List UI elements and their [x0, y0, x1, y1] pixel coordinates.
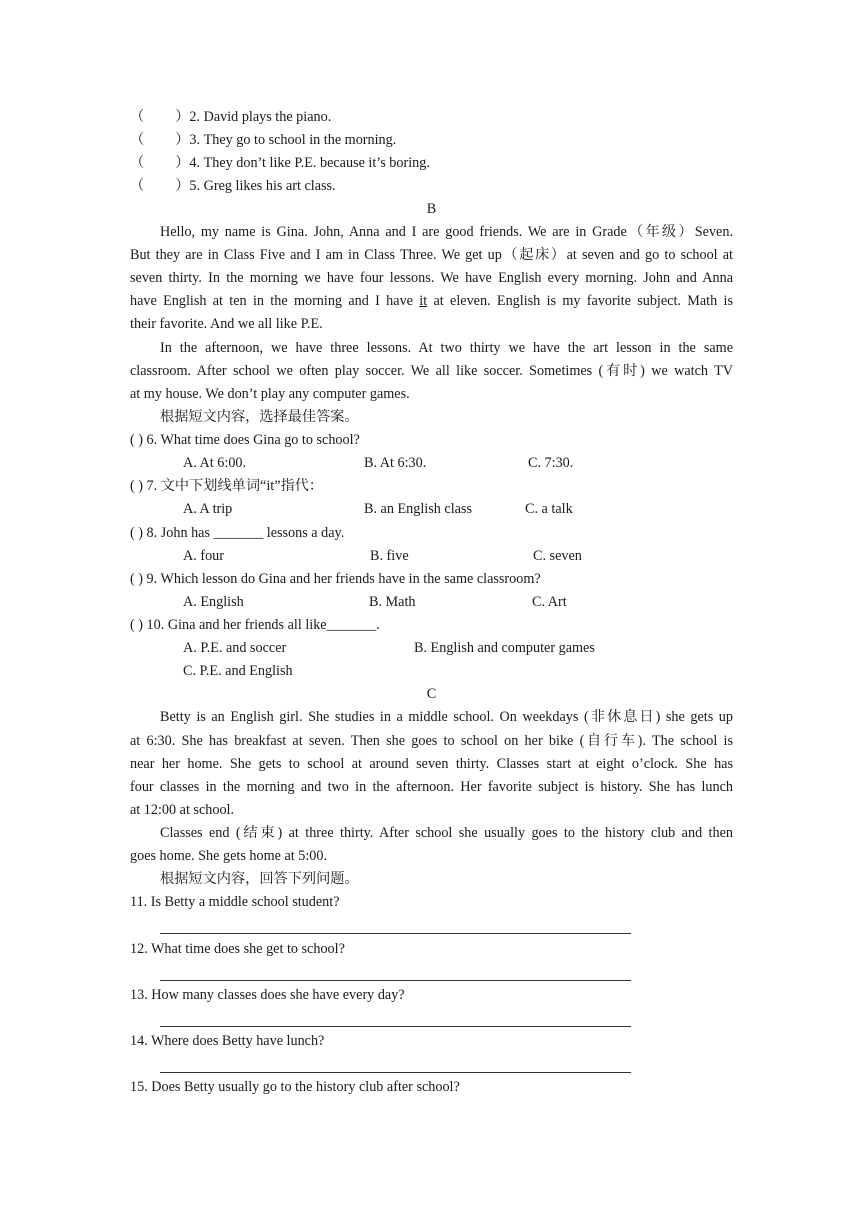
answer-paren[interactable]: ( ) — [130, 478, 143, 494]
option-c[interactable]: C. 7:30. — [528, 455, 574, 471]
passage-b-line: In the afternoon, we have three lessons. At two thirty we have the art lesson in the same — [160, 340, 733, 356]
option-a[interactable]: A. four — [183, 548, 224, 564]
mc-question-10: ( ) 10. Gina and her friends all like_______. — [130, 617, 380, 633]
section-c-instruction: 根据短文内容，回答下列问题。 — [160, 871, 359, 887]
underlined-word-it: it — [419, 293, 428, 309]
option-c[interactable]: C. Art — [532, 594, 567, 610]
open-question-15: 15. Does Betty usually go to the history club after school? — [130, 1079, 460, 1095]
option-c[interactable]: C. seven — [533, 548, 582, 564]
answer-paren[interactable]: （ — [130, 178, 145, 194]
option-a[interactable]: A. English — [183, 594, 244, 610]
option-b[interactable]: B. Math — [369, 594, 416, 610]
option-a[interactable]: A. At 6:00. — [183, 455, 247, 471]
answer-line[interactable] — [160, 1072, 631, 1073]
answer-paren[interactable]: （ — [130, 109, 145, 125]
passage-b-line: seven thirty. In the morning we have four lessons. We have English every morning. John and Anna — [130, 270, 733, 286]
passage-c-line: at 6:30. She has breakfast at seven. Then she goes to school on her bike (自行车). The school is — [130, 733, 733, 749]
mc-question-8: ( ) 8. John has _______ lessons a day. — [130, 525, 345, 541]
answer-paren[interactable]: （ — [130, 155, 145, 171]
passage-b-line: Hello, my name is Gina. John, Anna and I are good friends. We are in Grade（年级）Seven. — [160, 224, 733, 240]
passage-c-line: Classes end (结束) at three thirty. After school she usually goes to the history club and then — [160, 825, 733, 841]
answer-line[interactable] — [160, 1026, 631, 1027]
option-b[interactable]: B. English and computer games — [414, 640, 595, 656]
passage-c-line: four classes in the morning and two in the afternoon. Her favorite subject is history. She has lunch — [130, 779, 733, 795]
passage-b-line: But they are in Class Five and I am in Class Three. We get up（起床）at seven and go to school at — [130, 247, 733, 263]
tf-item-5: （ ）5. Greg likes his art class. — [130, 178, 336, 194]
open-question-14: 14. Where does Betty have lunch? — [130, 1033, 325, 1049]
answer-paren[interactable]: ( ) — [130, 617, 143, 633]
open-question-13: 13. How many classes does she have every day? — [130, 987, 405, 1003]
passage-c-line: at 12:00 at school. — [130, 802, 235, 818]
answer-paren[interactable]: ( ) — [130, 571, 143, 587]
answer-paren[interactable]: ( ) — [130, 432, 143, 448]
section-b-heading: B — [426, 201, 437, 217]
passage-b-line: have English at ten in the morning and I have it at eleven. English is my favorite subject. Math is — [130, 293, 733, 309]
mc-question-7: ( ) 7. 文中下划线单词“it”指代： — [130, 478, 324, 494]
tf-item-2: （ ）2. David plays the piano. — [130, 109, 332, 125]
passage-c-line: Betty is an English girl. She studies in a middle school. On weekdays (非休息日) she gets up — [160, 709, 733, 725]
option-b[interactable]: B. an English class — [364, 501, 472, 517]
answer-line[interactable] — [160, 933, 631, 934]
section-b-instruction: 根据短文内容，选择最佳答案。 — [160, 409, 359, 425]
passage-b-line: their favorite. And we all like P.E. — [130, 316, 323, 332]
option-a[interactable]: A. A trip — [183, 501, 233, 517]
mc-question-6: ( ) 6. What time does Gina go to school? — [130, 432, 360, 448]
open-question-11: 11. Is Betty a middle school student? — [130, 894, 340, 910]
option-c[interactable]: C. P.E. and English — [183, 663, 293, 679]
tf-item-4: （ ）4. They don’t like P.E. because it’s boring. — [130, 155, 430, 171]
option-b[interactable]: B. At 6:30. — [364, 455, 427, 471]
option-c[interactable]: C. a talk — [525, 501, 573, 517]
mc-question-9: ( ) 9. Which lesson do Gina and her friends have in the same classroom? — [130, 571, 541, 587]
passage-b-line: at my house. We don’t play any computer games. — [130, 386, 410, 402]
answer-paren[interactable]: （ — [130, 132, 145, 148]
answer-line[interactable] — [160, 980, 631, 981]
passage-c-line: goes home. She gets home at 5:00. — [130, 848, 328, 864]
open-question-12: 12. What time does she get to school? — [130, 941, 345, 957]
tf-item-3: （ ）3. They go to school in the morning. — [130, 132, 397, 148]
option-a[interactable]: A. P.E. and soccer — [183, 640, 287, 656]
passage-b-line: classroom. After school we often play soccer. We all like soccer. Sometimes (有时) we watch TV — [130, 363, 733, 379]
option-b[interactable]: B. five — [370, 548, 409, 564]
answer-paren[interactable]: ( ) — [130, 525, 143, 541]
passage-c-line: near her home. She gets to school at around seven thirty. Classes start at eight o’clock. She has — [130, 756, 733, 772]
section-c-heading: C — [426, 686, 437, 702]
